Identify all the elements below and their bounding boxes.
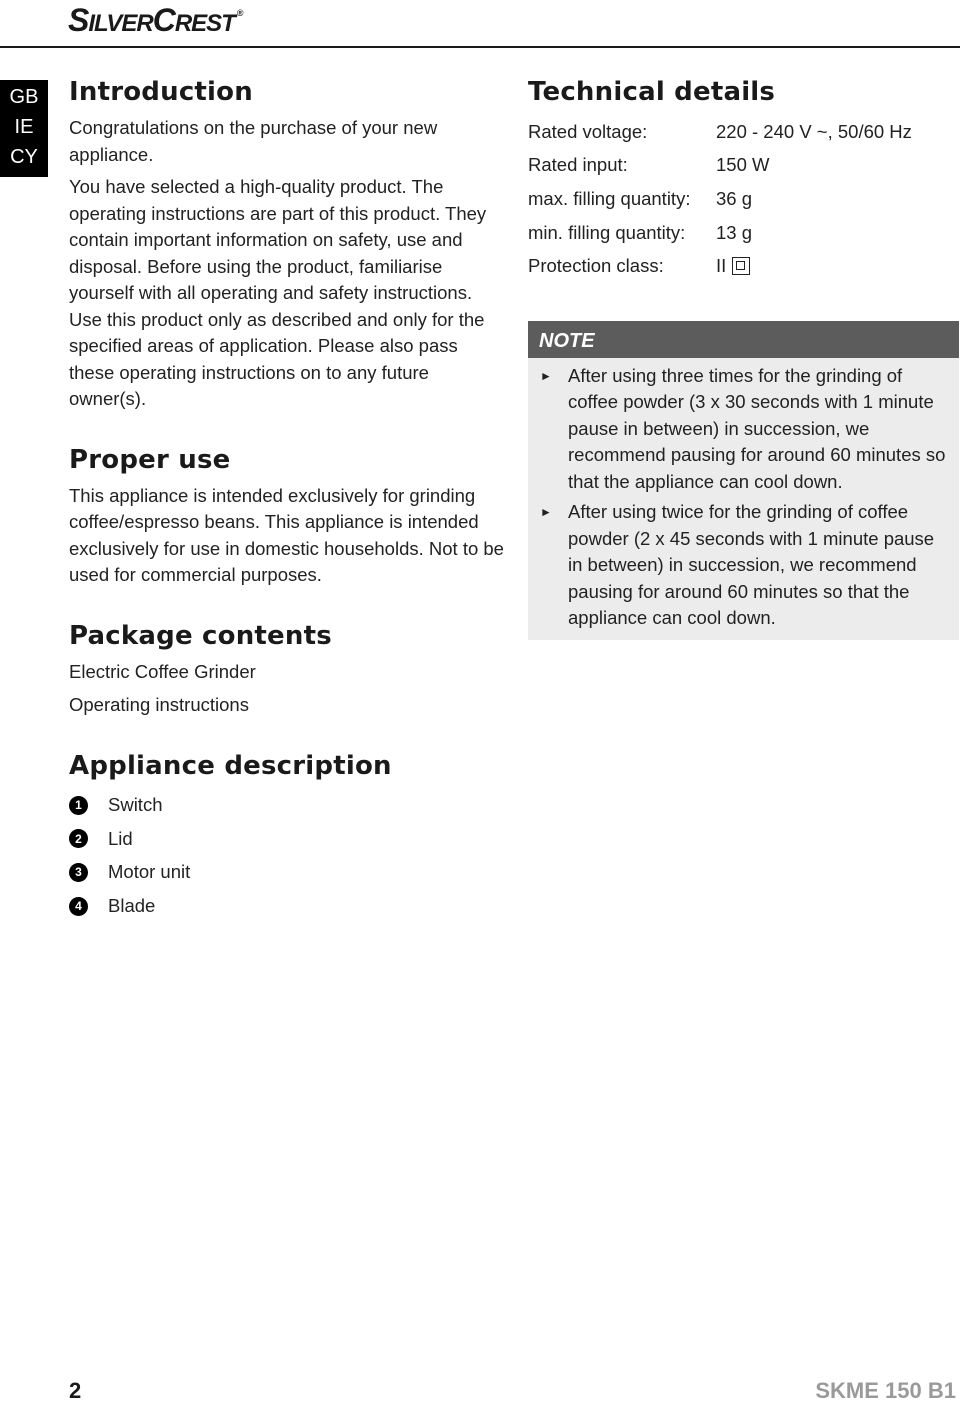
package-contents-section (69, 621, 504, 719)
left-column (69, 77, 504, 955)
number-badge-icon: 3 (69, 863, 88, 882)
list-item: 3 Motor unit (69, 856, 504, 890)
arrow-right-icon: ► (540, 505, 552, 520)
list-item: 4 Blade (69, 889, 504, 923)
appliance-description-section (69, 751, 504, 923)
table-row: Protection class: II (528, 249, 959, 283)
introduction-paragraph-1: Congratulations on the purchase of your new appliance. (69, 117, 438, 165)
list-item: 2 Lid (69, 822, 504, 856)
proper-use-heading: Proper use (69, 444, 231, 475)
number-badge-icon: 4 (69, 897, 88, 916)
protection-class-ii-icon (732, 257, 750, 275)
table-row: min. filling quantity: 13 g (528, 221, 753, 243)
package-contents-heading: Package contents (69, 620, 332, 651)
page-number: 2 (69, 1378, 82, 1403)
list-item: ► After using twice for the grinding of coffee powder (2 x 45 seconds with 1 minute pause in between) in succession, we recommend pausing for around 60 minutes so that the appliance can cool down. (538, 499, 949, 632)
right-column (528, 77, 959, 640)
appliance-description-heading: Appliance description (69, 750, 392, 781)
note-heading: NOTE (528, 321, 959, 358)
package-item: Operating instructions (69, 694, 249, 715)
language-tab (0, 80, 48, 177)
number-badge-icon: 2 (69, 829, 88, 848)
language-cy: CY (10, 146, 38, 168)
table-row: Rated input: 150 W (528, 154, 770, 176)
list-item: 1 Switch (69, 789, 504, 823)
header-divider (0, 46, 960, 48)
introduction-section (69, 77, 504, 413)
note-box (528, 321, 959, 640)
technical-details-heading: Technical details (528, 77, 776, 107)
introduction-paragraph-2: You have selected a high-quality product. The operating instructions are part of this product. They contain important information on safety, use and disposal. Before using the product, familiarise yourself with all operating and safety instructions. Use this product only as described and only for the specified areas of application. Please also pass these operating instructions on to any future owner(s). (69, 176, 487, 409)
proper-use-paragraph: This appliance is intended exclusively for grinding coffee/espresso beans. This appliance is intended exclusively for use in domestic households. Not to be used for commercial purposes. (69, 484, 504, 585)
model-number: SKME 150 B1 (815, 1378, 956, 1403)
arrow-right-icon: ► (540, 368, 552, 383)
number-badge-icon: 1 (69, 796, 88, 815)
proper-use-section (69, 445, 504, 589)
appliance-parts-list (69, 789, 504, 923)
table-row: max. filling quantity: 36 g (528, 187, 753, 209)
list-item: ► After using three times for the grinding of coffee powder (3 x 30 seconds with 1 minute pause in between) in succession, we recommend pausing for around 60 minutes so that the appliance can cool down. (538, 363, 949, 496)
silvercrest-logo: SILVERCREST ® (68, 2, 243, 38)
table-row: Rated voltage: 220 - 240 V ~, 50/60 Hz (528, 120, 912, 142)
package-item: Electric Coffee Grinder (69, 660, 256, 682)
language-gb: GB (9, 86, 39, 108)
language-ie: IE (14, 116, 34, 138)
introduction-heading: Introduction (69, 77, 253, 107)
technical-details-section (528, 77, 959, 283)
